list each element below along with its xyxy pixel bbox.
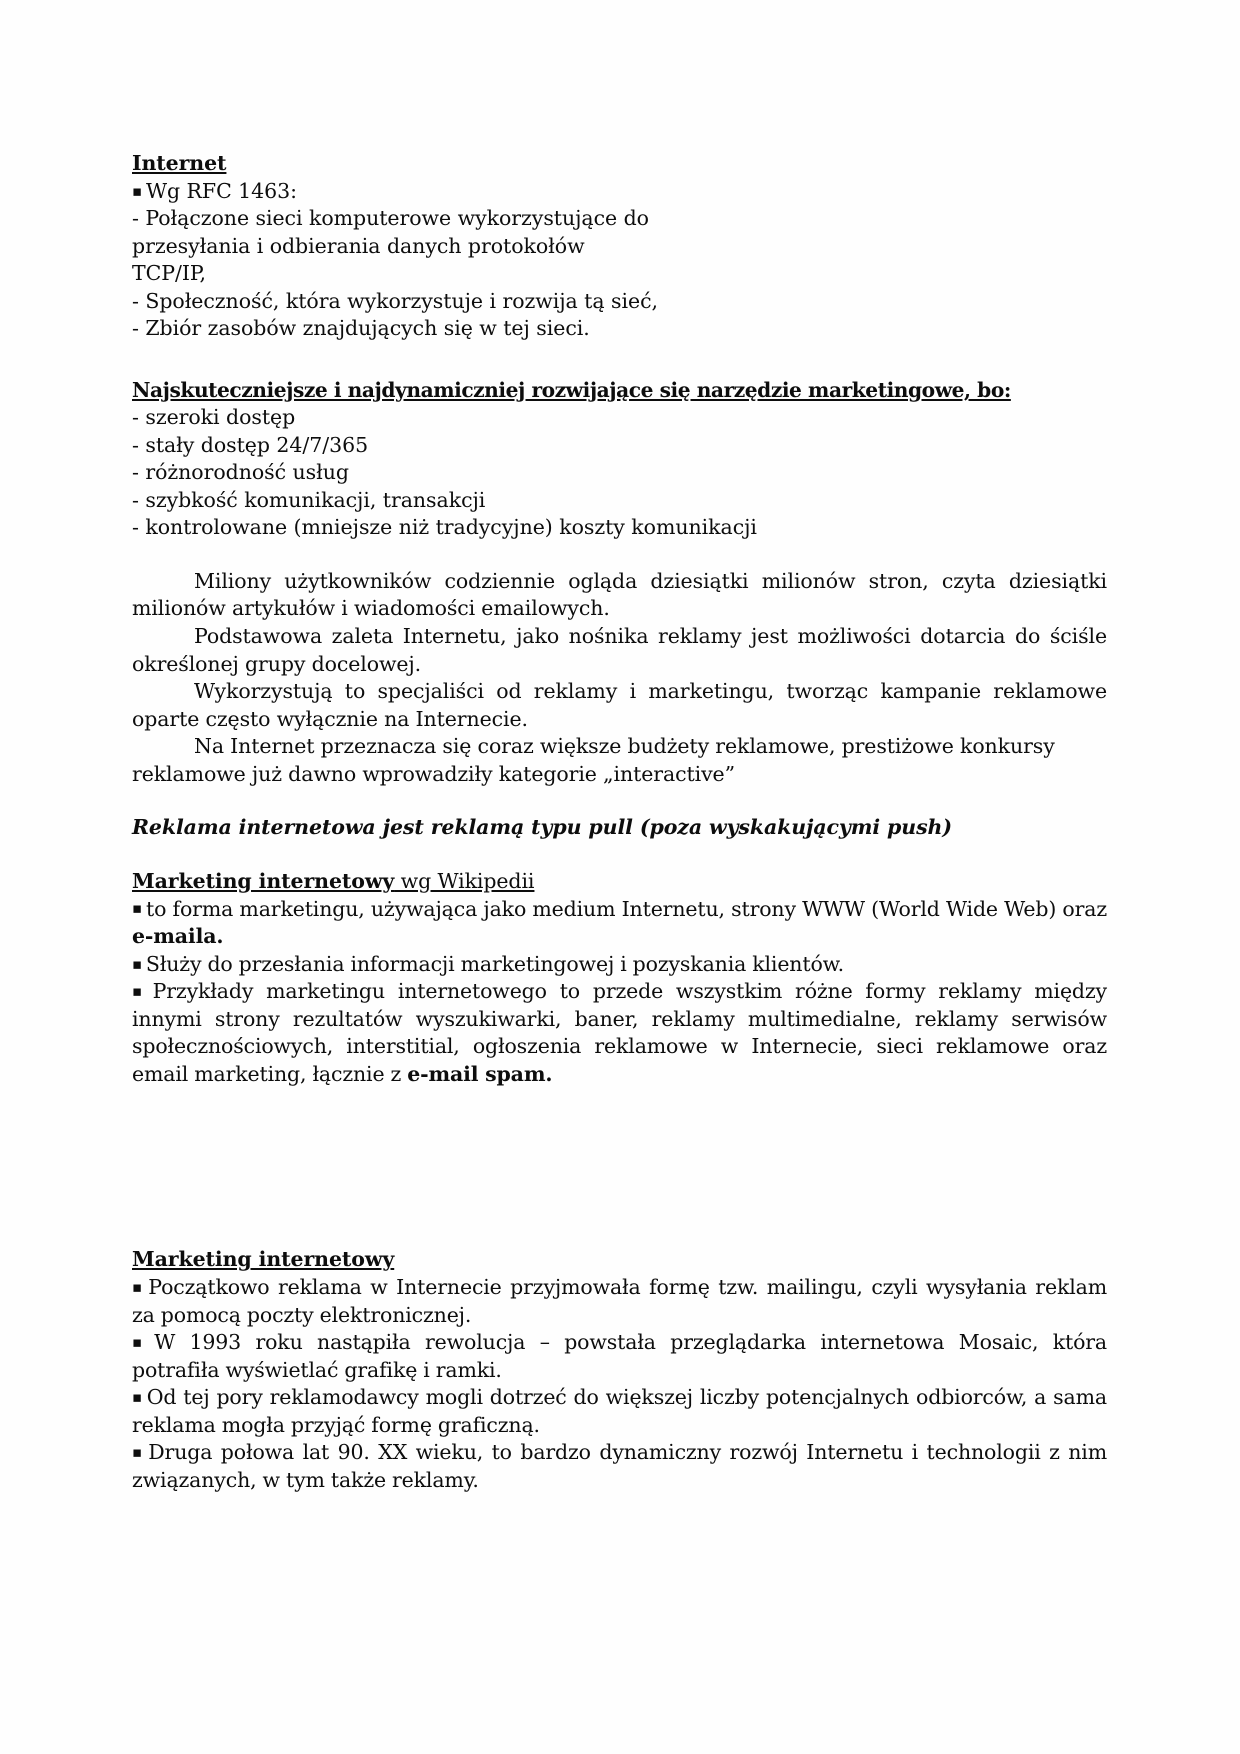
- heading-internet: Internet: [132, 151, 227, 175]
- narzedzie-item-2: - stały dostęp 24/7/365: [132, 432, 369, 457]
- wikipedia-bullet-1-text: to forma marketingu, używająca jako medium Internetu, strony WWW (World Wide Web) oraz: [146, 896, 1107, 921]
- spacer-page-break: [132, 1088, 1107, 1246]
- heading-marketing-internetowy: Marketing internetowy: [132, 1247, 395, 1272]
- internet-definition-line-5: - Zbiór zasobów znajdujących się w tej sieci.: [132, 316, 590, 341]
- narzedzie-item-5: - kontrolowane (mniejsze niż tradycyjne) koszty komunikacji: [132, 515, 757, 540]
- spacer-after-internet: [132, 343, 1107, 377]
- spacer-before-paragraphs: [132, 542, 1107, 568]
- internet-definition-line-3: TCP/IP,: [132, 261, 206, 286]
- marketing-bullet-2: ▪ W 1993 roku nastąpiła rewolucja – powstała przeglądarka internetowa Mosaic, która potrafiła wyświetlać grafikę i ramki.: [132, 1329, 1107, 1384]
- heading-narzedzie-marketingowe: Najskuteczniejsze i najdynamiczniej rozwijające się narzędzie marketingowe, bo:: [132, 377, 1011, 402]
- paragraph-1: Miliony użytkowników codziennie ogląda dziesiątki milionów stron, czyta dziesiątki milionów artykułów i wiadomości emailowych.: [132, 568, 1107, 621]
- narzedzie-item-4: - szybkość komunikacji, transakcji: [132, 487, 486, 512]
- paragraph-3: Wykorzystują to specjaliści od reklamy i marketingu, tworząc kampanie reklamowe oparte często wyłącznie na Internecie.: [132, 679, 1107, 731]
- paragraph-2: Podstawowa zaleta Internetu, jako nośnika reklamy jest możliwości dotarcia do ściśle określonej grupy docelowej.: [132, 624, 1107, 676]
- wikipedia-bullet-1-bold: e-maila.: [132, 924, 224, 949]
- paragraph-4: Na Internet przeznacza się coraz większe budżety reklamowe, prestiżowe konkursy reklamowe już dawno wprowadziły kategorie „interactive”: [132, 734, 1055, 786]
- wikipedia-bullet-3: [132, 978, 1107, 1088]
- internet-definition-line-2: przesyłania i odbierania danych protokołów: [132, 233, 585, 258]
- internet-definition-line-4: - Społeczność, która wykorzystuje i rozwija tą sieć,: [132, 288, 658, 313]
- marketing-bullet-3: ▪ Od tej pory reklamodawcy mogli dotrzeć do większej liczby potencjalnych odbiorców, a sama reklama mogła przyjąć formę graficzną.: [132, 1384, 1107, 1439]
- document-content: [132, 150, 1107, 1495]
- narzedzie-item-1: - szeroki dostęp: [132, 405, 296, 430]
- heading-marketing-wikipedii: [132, 868, 1107, 896]
- italic-note-pull-push: Reklama internetowa jest reklamą typu pull (poza wyskakującymi push): [132, 815, 952, 840]
- heading-marketing-wikipedii-bold: Marketing internetowy: [132, 868, 395, 893]
- wikipedia-bullet-3-bold: e-mail spam.: [407, 1061, 553, 1086]
- wikipedia-bullet-2: [132, 951, 1107, 979]
- spacer-before-wikipedia: [132, 842, 1107, 868]
- marketing-bullet-4: ▪ Druga połowa lat 90. XX wieku, to bardzo dynamiczny rozwój Internetu i technologii z nim związanych, w tym także reklamy.: [132, 1439, 1107, 1494]
- spacer-before-italic-note: [132, 788, 1107, 814]
- narzedzie-item-3: - różnorodność usług: [132, 460, 349, 485]
- marketing-bullet-1: ▪ Początkowo reklama w Internecie przyjmowała formę tzw. mailingu, czyli wysyłania reklam za pomocą poczty elektronicznej.: [132, 1274, 1107, 1329]
- wikipedia-bullet-2-text: Służy do przesłania informacji marketingowej i pozyskania klientów.: [145, 951, 844, 976]
- internet-definition-line-1: - Połączone sieci komputerowe wykorzystujące do: [132, 206, 649, 231]
- internet-source-line: ▪ Wg RFC 1463:: [132, 178, 1107, 206]
- wikipedia-bullet-3-text: Przykłady marketingu internetowego to przede wszystkim różne formy reklamy między innymi strony rezultatów wyszukiwarki, baner, reklamy multimedialne, reklamy serwisów społecznościowych, interstitial, ogłoszenia reklamowe w Internecie, sieci reklamowe oraz email marketing, łącznie z: [132, 979, 1107, 1086]
- heading-marketing-wikipedii-regular: wg Wikipedii: [394, 868, 535, 893]
- wikipedia-bullet-1: [132, 896, 1107, 951]
